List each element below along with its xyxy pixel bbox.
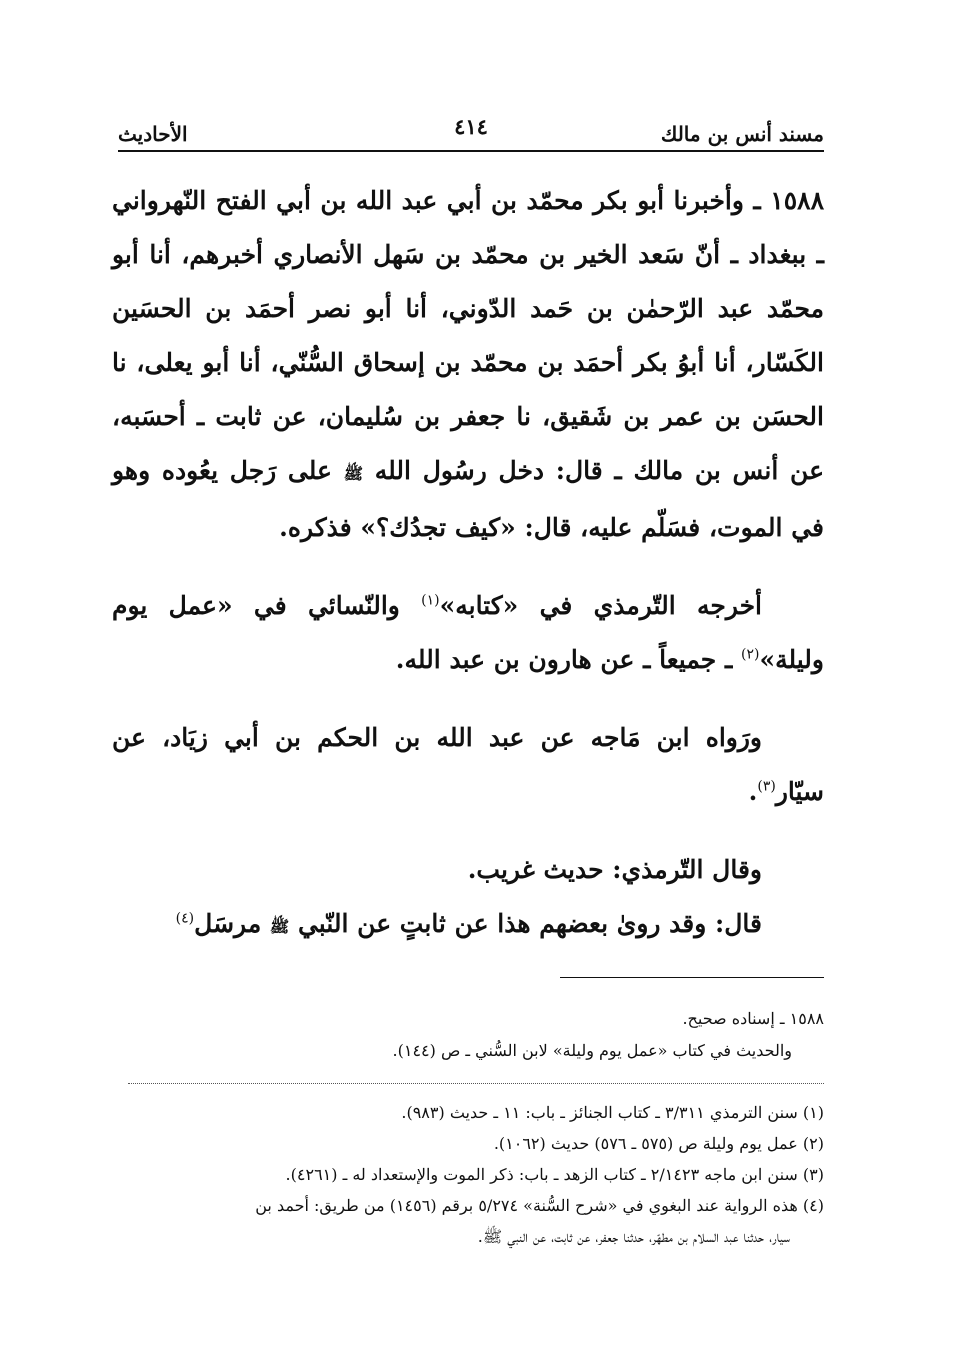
hadith-line: ١٥٨٨ ـ وأخبرنا أبو بكر محمّد بن أبي عبد الله بن أبي الفتح [215, 186, 824, 215]
hadith-line: سُليمان، عن ثابت ـ أحسَبه، عن أنس بن مالك ـ قال: دخل [112, 402, 824, 485]
salla-glyph: ﷺ [343, 464, 364, 483]
hadith-body [112, 174, 824, 954]
footnote-2: (٢) عمل يوم وليلة ص (٥٧٥ ـ ٥٧٦) حديث (١٠٦٢). [493, 1134, 824, 1153]
hadith-line: السُّنّي، أنا أبو يعلى، نا الحسَن بن عمر بن شَقيق، نا جعفر بن [112, 348, 824, 431]
hadith-isnad [112, 174, 824, 555]
tirmidhi-verdict: وقال التّرمذي: حديث غريب. [467, 855, 762, 884]
running-header [118, 112, 824, 146]
mursal-note [112, 897, 824, 954]
dotted-separator [128, 1083, 824, 1084]
hadith-line: أحمَد بن الحسَين الكَسّار، أنا أبوُ بكر أحمَد بن محمّد بن إسحاق [112, 294, 824, 377]
hadith-line: رسُول الله [374, 456, 487, 485]
footnote-ref-4: (٤) [175, 910, 195, 927]
takhrij-text: . [748, 777, 758, 806]
mursal-text: مرسَل [194, 909, 270, 938]
takhrij-text: ـ جميعاً ـ عن هارون بن عبد الله. [395, 645, 741, 674]
header-book-title: مسند أنس بن مالك [660, 122, 824, 146]
hadith-line: أخبرهم، أنا أبو محمّد عبد الرّحمٰن بن حَمد الدّوني، أنا أبو نصر [112, 240, 824, 323]
footnotes [106, 1097, 824, 1252]
header-rule [118, 150, 824, 152]
header-section-title: الأحاديث [118, 122, 188, 146]
footnote-1: (١) سنن الترمذي ٣/٣١١ ـ كتاب الجنائز ـ باب: ١١ ـ حديث (٩٨٣). [401, 1103, 824, 1122]
salla-glyph: ﷺ [269, 917, 290, 936]
hadith-line: «كيف تجدُك؟» فذكره. [279, 513, 516, 542]
footnote-separator [560, 977, 824, 978]
page-number: ٤١٤ [454, 114, 488, 139]
takhrij-text: ورَواه ابن مَاجه عن عبد الله بن الحكم بن أبي زيَاد، عن سيّار [112, 723, 824, 806]
footnote-4-continuation: سيار، حدثنا عبد السلام بن مطهّر، حدثنا جعفر، عن ثابت، عن النبي ﷺ. [477, 1227, 790, 1246]
hadith-line: على رَجل يعُوده وهو في الموت، فسَلّم عليه، قال: [112, 456, 824, 542]
footnote-3: (٣) سنن ابن ماجه ٢/١٤٢٣ ـ كتاب الزهد ـ باب: ذكر الموت والإستعداد له ـ (٤٢٦١). [285, 1165, 824, 1184]
footnote-4: (٤) هذه الرواية عند البغوي في «شرح السُّنة» ٥/٢٧٤ برقم (١٤٥٦) من طريق: أحمد بن [255, 1196, 824, 1215]
hadith-grading-notes [230, 1003, 824, 1067]
footnote-ref-2: (٢) [740, 646, 760, 663]
footnote-ref-1: (١) [421, 592, 440, 609]
takhrij-paragraph-1 [112, 579, 824, 687]
mursal-text: قال: وقد روىٰ بعضهم هذا عن ثابتٍ عن النّبي [297, 909, 762, 938]
footnote-ref-3: (٣) [757, 778, 776, 795]
grading-line: ١٥٨٨ ـ إسناده صحيح. [682, 1009, 824, 1028]
takhrij-paragraph-2 [112, 711, 824, 819]
hadith-line: النّهرواني ـ ببغداد ـ أنّ سَعد الخير بن محمّد بن سَهل الأنصاري [112, 186, 824, 269]
takhrij-text: والنّسائي في «عمل يوم وليلة» [112, 591, 824, 674]
takhrij-text: أخرجه التّرمذي في «كتابه» [439, 591, 763, 620]
grading-source-line: والحديث في كتاب «عمل يوم وليلة» لابن السُّني ـ ص (١٤٤). [392, 1041, 792, 1060]
